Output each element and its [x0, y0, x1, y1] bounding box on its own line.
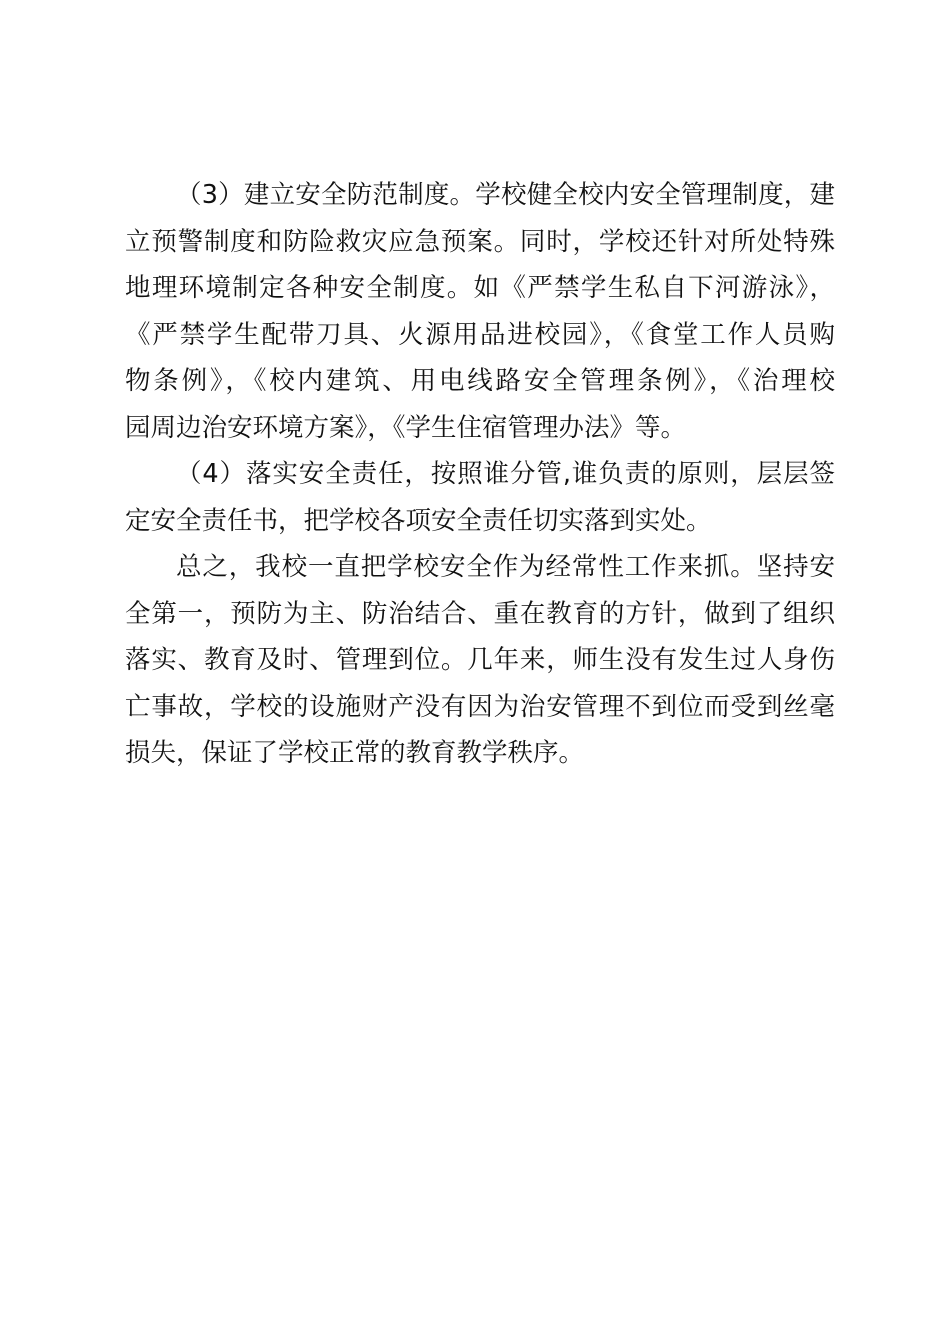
paragraph-responsibility — [125, 451, 835, 544]
paragraph-summary — [125, 544, 835, 777]
text-line: 全第一，预防为主、防治结合、重在教育的方针，做到了组织 — [125, 598, 835, 629]
text-line: 立预警制度和防险救灾应急预案。同时，学校还针对所处特殊 — [125, 226, 835, 257]
text-line: 亡事故，学校的设施财产没有因为治安管理不到位而受到丝毫 — [125, 691, 835, 722]
text-line: （4）落实安全责任，按照谁分管,谁负责的原则，层层签 — [176, 459, 835, 489]
text-line: 地理环境制定各种安全制度。如《严禁学生私自下河游泳》， — [125, 273, 835, 303]
text-line: （3）建立安全防范制度。学校健全校内安全管理制度，建 — [176, 180, 835, 210]
document-body — [125, 172, 835, 777]
text-line: 损失，保证了学校正常的教育教学秩序。 — [125, 738, 585, 768]
text-line: 落实、教育及时、管理到位。几年来，师生没有发生过人身伤 — [125, 645, 835, 675]
text-line: 物条例》，《校内建筑、用电线路安全管理条例》，《治理校 — [125, 366, 835, 396]
paragraph-safety-rules — [125, 172, 835, 451]
text-line: 园周边治安环境方案》，《学生住宿管理办法》等。 — [125, 412, 687, 443]
text-line: 定安全责任书，把学校各项安全责任切实落到实处。 — [125, 505, 712, 536]
text-line: 总之，我校一直把学校安全作为经常性工作来抓。坚持安 — [176, 552, 835, 582]
text-line: 《严禁学生配带刀具、火源用品进校园》，《食堂工作人员购 — [125, 319, 835, 350]
